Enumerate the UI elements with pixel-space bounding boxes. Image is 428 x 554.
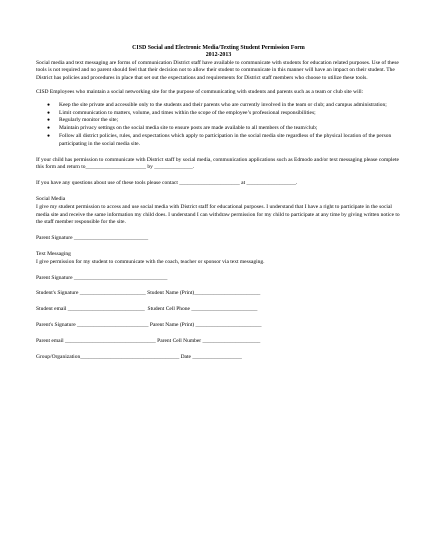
intro-paragraph: Social media and text messaging are forms of communication District staff have available to communicate with students for education related purposes. Use of these tools is not required and no parent should feel that their decision not to allow their student to communicate in this manner will have an impact on their student. The District has policies and procedures in place that set out the expectations and requirements for District staff members who choose to utilize these tools. bbox=[36, 59, 399, 82]
school-year: 2012-2013 bbox=[205, 52, 232, 59]
list-item: ● Regularly monitor the site; bbox=[47, 117, 119, 124]
bullet-icon: ● bbox=[47, 133, 51, 139]
social-media-consent-text: I give my student permission to access and use social media with District staff for educational purposes. I understand that I have a right to participate in the social media site and receive the same information my child does. I understand I can withdraw permission for my child to participate at any time by giving written notice to the staff member responsible for the site. bbox=[36, 203, 400, 226]
questions-contact-line: If you have any questions about use of these tools please contact ______________________ at __________________. bbox=[36, 180, 298, 187]
permission-instructions: If your child has permission to communicate with District staff by social media, communication applications such as Edmodo and/or text messaging please complete this form and return to______________________ by ______________. bbox=[36, 156, 399, 171]
text-messaging-consent-text: I give permission for my student to communicate with the coach, teacher or sponsor via text messaging. bbox=[36, 258, 265, 265]
bullet-icon: ● bbox=[47, 110, 51, 116]
employee-rules-list bbox=[36, 102, 401, 149]
parent-signature-row[interactable]: Parent's Signature __________________________ Parent Name (Print) ________________________ bbox=[36, 321, 262, 328]
parent-signature-field-2[interactable]: Parent Signature __________________________________ bbox=[36, 274, 168, 281]
bullet-icon: ● bbox=[47, 102, 51, 108]
bullet-icon: ● bbox=[47, 118, 51, 124]
group-organization-row[interactable]: Group/Organization____________________________________ Date __________________ bbox=[36, 353, 242, 360]
employees-intro: CISD Employees who maintain a social networking site for the purpose of communicating with students and parents such as a team or club site will: bbox=[36, 88, 364, 95]
student-signature-row[interactable]: Student's Signature ________________________ Student Name (Print)________________________ bbox=[36, 290, 261, 297]
list-item: ● Limit communication to matters, volume, and times within the scope of the employee’s professional responsibilities; bbox=[47, 109, 316, 116]
bullet-icon: ● bbox=[47, 126, 51, 132]
parent-signature-field-1[interactable]: Parent Signature ___________________________ bbox=[36, 235, 149, 242]
form-title: CISD Social and Electronic Media/Texting Student Permission Form bbox=[132, 45, 305, 51]
list-item: ● Keep the site private and accessible only to the students and their parents who are currently involved in the team or club; and campus administration; bbox=[47, 101, 387, 108]
text-messaging-heading: Text Messaging bbox=[36, 250, 71, 257]
parent-email-row[interactable]: Parent email _________________________________ Parent Cell Number _____________________ bbox=[36, 337, 261, 344]
student-email-row[interactable]: Student email ____________________________ Student Cell Phone ________________________ bbox=[36, 306, 258, 313]
list-item: ● Maintain privacy settings on the social media site to ensure posts are made available to all members of the team/club; bbox=[47, 125, 318, 132]
list-item: ● Follow all district policies, rules, and expectations which apply to participation in the social media site regardless of the physical location of the person participating in the social media site. bbox=[47, 132, 392, 147]
social-media-heading: Social Media bbox=[36, 195, 66, 202]
